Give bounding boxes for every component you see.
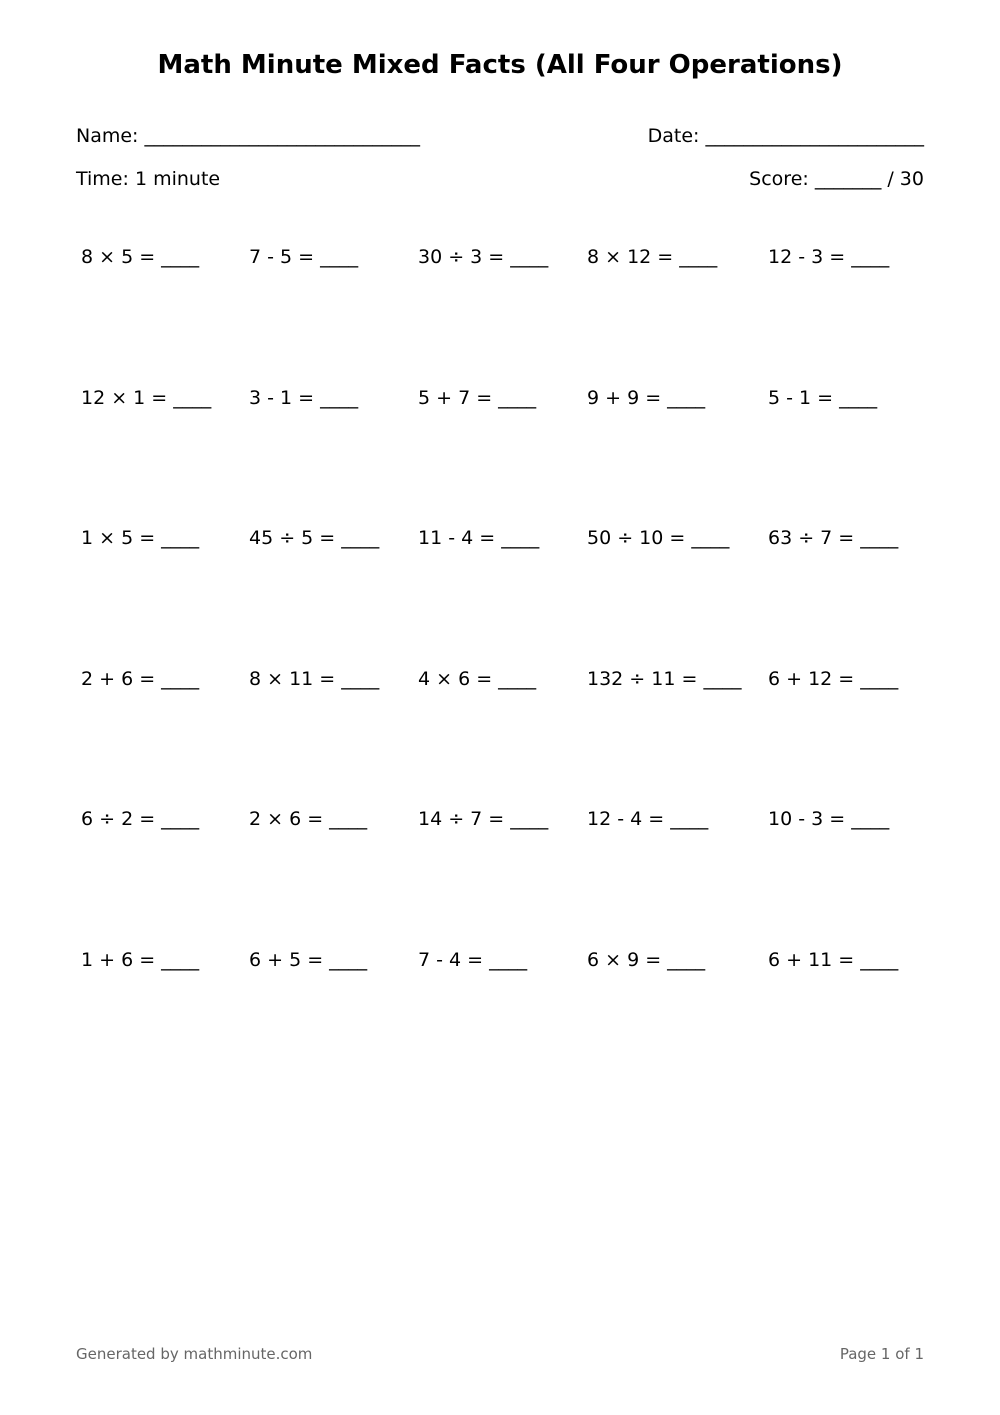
header-row-name-date [76,123,924,149]
problem: 30 ÷ 3 = ____ [418,246,549,268]
problem: 63 ÷ 7 = ____ [768,527,899,550]
problem: 2 × 6 = ____ [249,808,368,831]
problem-row [81,805,941,946]
problem: 12 - 4 = ____ [587,808,709,831]
problem: 14 ÷ 7 = ____ [418,808,549,831]
header-row-time-score [76,166,924,192]
problem: 12 × 1 = ____ [81,386,212,409]
problem: 9 + 9 = ____ [587,386,706,409]
problem: 45 ÷ 5 = ____ [249,527,380,550]
problem: 50 ÷ 10 = ____ [587,527,730,550]
problem-row [81,524,941,665]
problem: 132 ÷ 11 = ____ [587,667,742,690]
problem: 11 - 4 = ____ [418,527,540,550]
problem: 5 + 7 = ____ [418,386,537,409]
problem-row [81,946,941,1087]
page-title: Math Minute Mixed Facts (All Four Operations) [157,50,843,80]
problem: 6 + 11 = ____ [768,948,899,971]
problem: 6 + 5 = ____ [249,948,368,971]
problem: 7 - 5 = ____ [249,246,359,268]
problem-grid [81,243,941,1087]
problem: 6 + 12 = ____ [768,667,899,690]
score-field: Score: _______ / 30 [749,168,924,190]
problem: 8 × 11 = ____ [249,667,380,690]
problem: 10 - 3 = ____ [768,808,890,831]
problem: 5 - 1 = ____ [768,386,878,409]
problem: 12 - 3 = ____ [768,246,890,268]
problem: 1 × 5 = ____ [81,527,200,550]
problem: 4 × 6 = ____ [418,667,537,690]
problem: 2 + 6 = ____ [81,667,200,690]
problem: 6 ÷ 2 = ____ [81,808,200,831]
problem: 6 × 9 = ____ [587,948,706,971]
problem-row [81,384,941,525]
problem: 8 × 5 = ____ [81,246,200,268]
footer-generated-by: Generated by mathminute.com [76,1345,313,1363]
problem: 3 - 1 = ____ [249,386,359,409]
footer-page-number: Page 1 of 1 [839,1345,924,1363]
problem-row [81,665,941,806]
problem-row [81,243,941,384]
name-field: Name: _____________________________ [76,125,420,147]
problem: 8 × 12 = ____ [587,246,718,268]
problem: 7 - 4 = ____ [418,948,528,971]
time-field: Time: 1 minute [76,168,221,190]
problem: 1 + 6 = ____ [81,948,200,971]
date-field: Date: _______________________ [647,125,924,147]
